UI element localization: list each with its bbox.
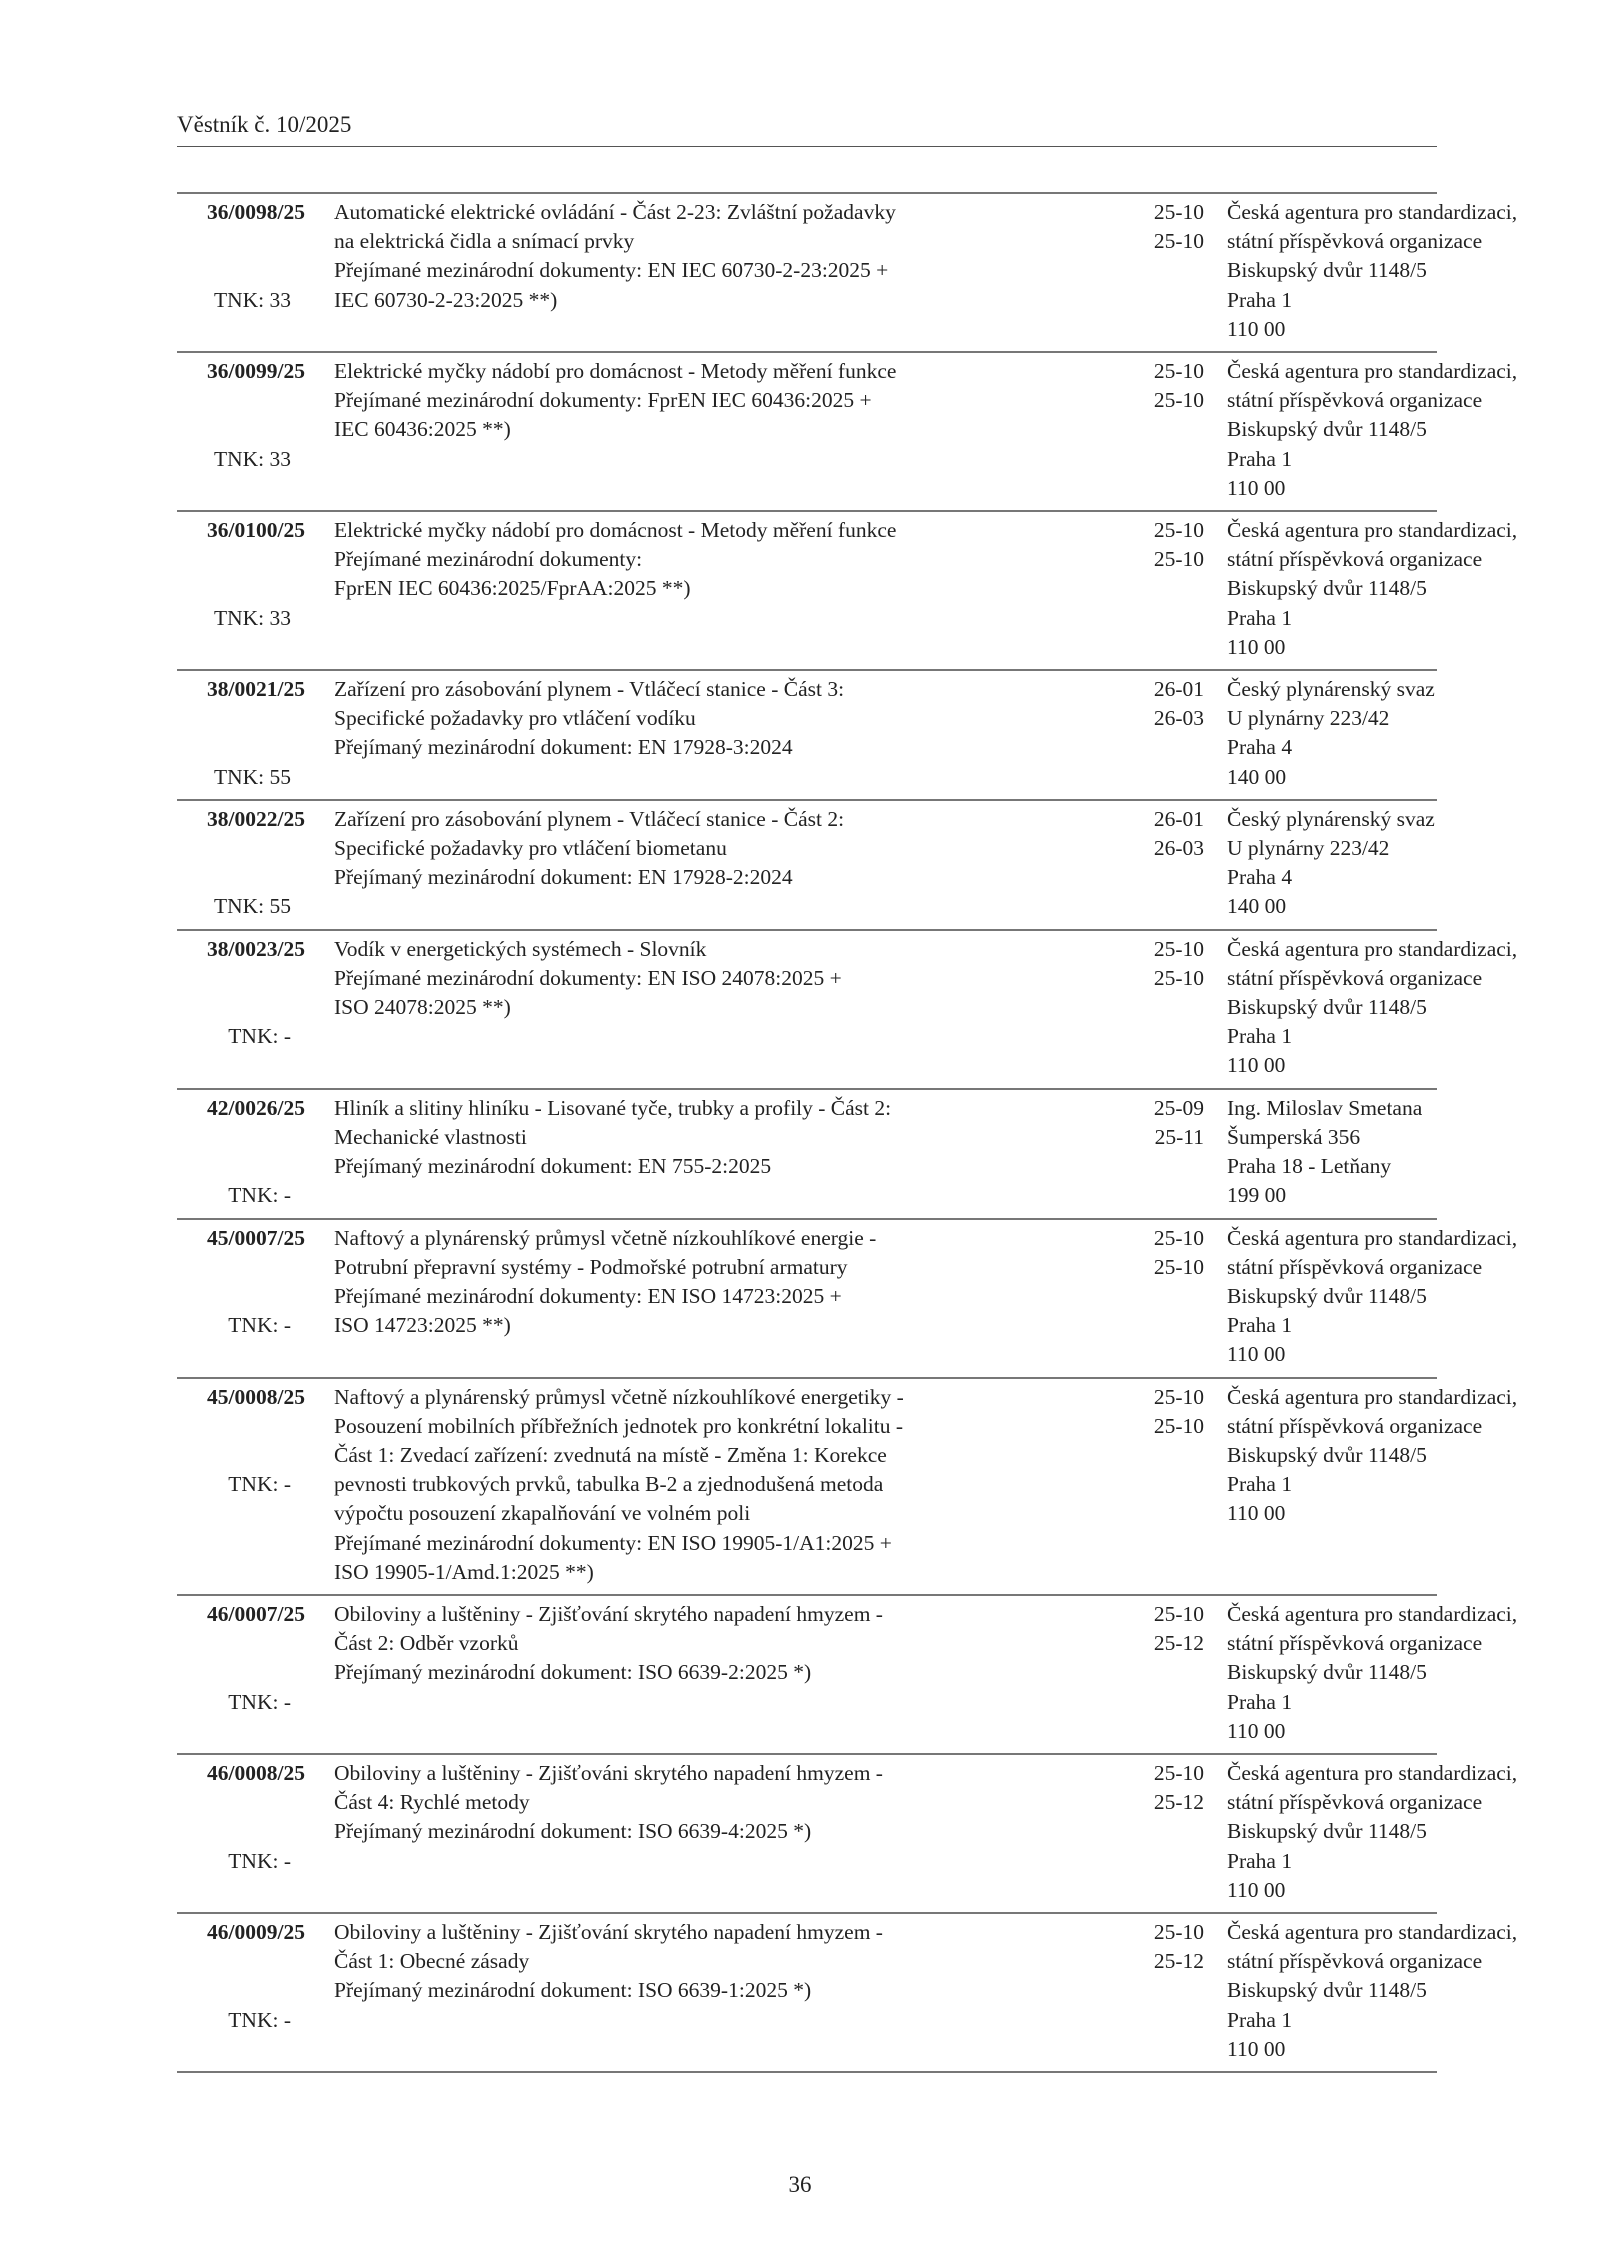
id-cell (177, 516, 305, 662)
address-line: Český plynárenský svaz (1227, 677, 1435, 702)
address-line: Praha 1 (1227, 1689, 1293, 1714)
date-value: 26-01 (1153, 806, 1204, 831)
address-cell (1227, 198, 1517, 344)
date-value: 26-01 (1153, 677, 1204, 702)
date-value: 25-10 (1153, 359, 1204, 384)
address-line: státní příspěvková organizace (1227, 1631, 1483, 1656)
date-value: 25-12 (1153, 1790, 1204, 1815)
address-line: Biskupský dvůr 1148/5 (1227, 1819, 1427, 1844)
address-line: 140 00 (1227, 894, 1287, 919)
dates-cell (1144, 357, 1204, 503)
address-line: Česká agentura pro standardizaci, (1227, 1760, 1518, 1785)
address-line: Biskupský dvůr 1148/5 (1227, 1978, 1427, 2003)
description-line: Automatické elektrické ovládání - Část 2-23: Zvláštní požadavky (334, 200, 896, 224)
description-cell (334, 935, 1144, 1081)
date-value: 25-11 (1154, 1124, 1204, 1149)
address-cell (1227, 1759, 1517, 1905)
address-line: Praha 1 (1227, 1024, 1293, 1049)
address-line: Praha 1 (1227, 605, 1293, 630)
table-row (177, 1220, 1518, 1379)
page-header-title: Věstník č. 10/2025 (177, 112, 352, 137)
tnk-label: TNK: - (228, 1848, 291, 1873)
tnk-label: TNK: 55 (213, 764, 291, 789)
address-line: Praha 1 (1227, 446, 1293, 471)
description-line: na elektrická čidla a snímací prvky (334, 229, 635, 254)
address-cell (1227, 805, 1437, 922)
description-line: Přejímané mezinárodní dokumenty: EN ISO 24078:2025 + (334, 965, 842, 990)
table-row (177, 353, 1518, 512)
date-value: 25-10 (1153, 1919, 1204, 1944)
description-line: Přejímané mezinárodní dokumenty: (334, 547, 643, 572)
project-number: 38/0022/25 (207, 806, 305, 831)
address-line: Praha 4 (1227, 735, 1293, 760)
date-value: 25-10 (1153, 229, 1204, 254)
address-line: 110 00 (1227, 1718, 1286, 1743)
address-line: 110 00 (1227, 1053, 1286, 1078)
id-cell (177, 935, 305, 1081)
description-cell (334, 198, 1144, 344)
address-line: Česká agentura pro standardizaci, (1227, 1384, 1518, 1409)
table-row (177, 512, 1518, 671)
date-value: 25-12 (1153, 1949, 1204, 1974)
description-line: Přejímané mezinárodní dokumenty: EN ISO 14723:2025 + (334, 1283, 842, 1308)
dates-cell (1144, 1383, 1204, 1587)
header-divider (177, 146, 1437, 147)
date-value: 25-10 (1153, 1413, 1204, 1438)
date-value: 25-12 (1153, 1631, 1204, 1656)
address-line: Český plynárenský svaz (1227, 806, 1435, 831)
project-number: 38/0021/25 (207, 677, 305, 702)
dates-cell (1144, 198, 1204, 344)
tnk-label: TNK: - (228, 1183, 291, 1208)
tnk-label: TNK: 33 (213, 287, 291, 312)
address-cell (1227, 935, 1517, 1081)
date-value: 25-10 (1153, 965, 1204, 990)
description-line: Obiloviny a luštěniny - Zjišťování skrytého napadení hmyzem - (334, 1919, 883, 1944)
description-line: Obiloviny a luštěniny - Zjišťování skrytého napadení hmyzem - (334, 1601, 883, 1626)
address-line: Biskupský dvůr 1148/5 (1227, 417, 1427, 442)
description-cell (334, 675, 1144, 792)
project-number: 45/0007/25 (207, 1225, 305, 1250)
page-number: 36 (788, 2172, 812, 2197)
project-number: 38/0023/25 (207, 936, 305, 961)
description-line: Část 1: Obecné zásady (334, 1949, 530, 1974)
date-value: 25-10 (1153, 1760, 1204, 1785)
date-value: 25-10 (1153, 1384, 1204, 1409)
date-value: 25-10 (1153, 1601, 1204, 1626)
date-value: 25-10 (1153, 1225, 1204, 1250)
description-line: Přejímané mezinárodní dokumenty: EN IEC 60730-2-23:2025 + (334, 258, 889, 283)
address-line: Biskupský dvůr 1148/5 (1227, 1660, 1427, 1685)
address-line: Praha 1 (1227, 1313, 1293, 1338)
description-line: Přejímané mezinárodní dokumenty: FprEN IEC 60436:2025 + (334, 388, 872, 413)
description-line: FprEN IEC 60436:2025/FprAA:2025 **) (334, 576, 691, 601)
address-line: státní příspěvková organizace (1227, 388, 1483, 413)
project-number: 46/0007/25 (207, 1601, 305, 1626)
description-line: Část 1: Zvedací zařízení: zvednutá na místě - Změna 1: Korekce (334, 1442, 887, 1467)
description-cell (334, 1224, 1144, 1370)
address-line: Praha 18 - Letňany (1227, 1154, 1392, 1179)
dates-cell (1144, 1918, 1204, 2064)
description-cell (334, 1600, 1144, 1746)
id-cell (177, 1224, 305, 1370)
address-line: 110 00 (1227, 2036, 1286, 2061)
address-cell (1227, 675, 1437, 792)
description-line: Obiloviny a luštěniny - Zjišťováni skrytého napadení hmyzem - (334, 1760, 883, 1785)
dates-cell (1144, 675, 1204, 792)
description-cell (334, 1759, 1144, 1905)
project-number: 42/0026/25 (207, 1095, 305, 1120)
date-value: 25-10 (1153, 547, 1204, 572)
tnk-label: TNK: - (228, 1689, 291, 1714)
address-cell (1227, 1224, 1517, 1370)
address-line: státní příspěvková organizace (1227, 1949, 1483, 1974)
address-line: Česká agentura pro standardizaci, (1227, 359, 1518, 384)
address-line: státní příspěvková organizace (1227, 547, 1483, 572)
table-row (177, 1090, 1437, 1220)
address-line: 110 00 (1227, 1877, 1286, 1902)
date-value: 26-03 (1153, 706, 1204, 731)
address-line: Praha 1 (1227, 287, 1293, 312)
description-cell (334, 1094, 1144, 1211)
date-value: 25-10 (1153, 1254, 1204, 1279)
address-cell (1227, 357, 1517, 503)
id-cell (177, 1383, 305, 1587)
project-number: 45/0008/25 (207, 1384, 305, 1409)
address-cell (1227, 1383, 1517, 1587)
address-cell (1227, 1600, 1517, 1746)
description-cell (334, 1383, 1144, 1587)
description-line: Přejímané mezinárodní dokumenty: EN ISO 19905-1/A1:2025 + (334, 1530, 892, 1555)
address-line: Česká agentura pro standardizaci, (1227, 936, 1518, 961)
description-line: Specifické požadavky pro vtláčení vodíku (334, 706, 696, 731)
table-row (177, 1914, 1518, 2073)
description-line: ISO 24078:2025 **) (334, 995, 511, 1020)
table-row (177, 1596, 1518, 1755)
address-line: státní příspěvková organizace (1227, 1254, 1483, 1279)
tnk-label: TNK: - (228, 1024, 291, 1049)
project-number: 46/0008/25 (207, 1760, 305, 1785)
address-line: Česká agentura pro standardizaci, (1227, 518, 1518, 543)
id-cell (177, 357, 305, 503)
tnk-label: TNK: 33 (213, 446, 291, 471)
project-number: 36/0098/25 (207, 200, 305, 224)
tnk-label: TNK: - (228, 1472, 291, 1497)
description-line: Přejímaný mezinárodní dokument: EN 17928-2:2024 (334, 865, 793, 890)
tnk-label: TNK: - (228, 2007, 291, 2032)
description-line: Posouzení mobilních příbřežních jednotek pro konkrétní lokalitu - (334, 1413, 904, 1438)
id-cell (177, 1600, 305, 1746)
address-line: 110 00 (1227, 1501, 1286, 1526)
address-line: Biskupský dvůr 1148/5 (1227, 995, 1427, 1020)
description-line: Zařízení pro zásobování plynem - Vtláčecí stanice - Část 3: (334, 677, 845, 702)
address-cell (1227, 516, 1517, 662)
address-line: Praha 1 (1227, 2007, 1293, 2032)
description-line: Naftový a plynárenský průmysl včetně nízkouhlíkové energie - (334, 1225, 877, 1250)
address-line: 140 00 (1227, 764, 1287, 789)
description-line: ISO 14723:2025 **) (334, 1313, 511, 1338)
description-line: Potrubní přepravní systémy - Podmořské potrubní armatury (334, 1254, 848, 1279)
id-cell (177, 1094, 305, 1211)
address-line: Biskupský dvůr 1148/5 (1227, 576, 1427, 601)
address-line: Šumperská 356 (1227, 1124, 1361, 1149)
address-line: Česká agentura pro standardizaci, (1227, 1919, 1518, 1944)
table-row (177, 1379, 1518, 1596)
description-line: Zařízení pro zásobování plynem - Vtláčecí stanice - Část 2: (334, 806, 845, 831)
address-cell (1227, 1918, 1517, 2064)
address-line: Česká agentura pro standardizaci, (1227, 1601, 1518, 1626)
description-line: pevnosti trubkových prvků, tabulka B-2 a zjednodušená metoda (334, 1472, 884, 1497)
description-line: Část 2: Odběr vzorků (334, 1631, 519, 1656)
date-value: 25-10 (1153, 388, 1204, 413)
table-row (177, 194, 1518, 353)
table-row (177, 671, 1437, 801)
dates-cell (1144, 935, 1204, 1081)
description-line: Část 4: Rychlé metody (334, 1790, 530, 1815)
address-line: Biskupský dvůr 1148/5 (1227, 258, 1427, 283)
description-line: Přejímaný mezinárodní dokument: ISO 6639-1:2025 *) (334, 1978, 812, 2003)
description-cell (334, 805, 1144, 922)
address-line: 110 00 (1227, 475, 1286, 500)
address-line: 199 00 (1227, 1183, 1287, 1208)
description-line: IEC 60436:2025 **) (334, 417, 511, 442)
address-line: Biskupský dvůr 1148/5 (1227, 1283, 1427, 1308)
date-value: 25-10 (1153, 200, 1204, 224)
description-line: Naftový a plynárenský průmysl včetně nízkouhlíkové energetiky - (334, 1384, 904, 1409)
dates-cell (1144, 516, 1204, 662)
address-line: státní příspěvková organizace (1227, 229, 1483, 254)
address-line: Praha 4 (1227, 865, 1293, 890)
description-line: Přejímaný mezinárodní dokument: EN 755-2:2025 (334, 1154, 772, 1179)
description-line: Elektrické myčky nádobí pro domácnost - Metody měření funkce (334, 359, 897, 384)
dates-cell (1144, 1094, 1204, 1211)
description-line: Přejímaný mezinárodní dokument: ISO 6639-4:2025 *) (334, 1819, 812, 1844)
address-line: 110 00 (1227, 634, 1286, 659)
date-value: 25-09 (1153, 1095, 1204, 1120)
project-number: 36/0099/25 (207, 359, 305, 384)
description-line: Elektrické myčky nádobí pro domácnost - Metody měření funkce (334, 518, 897, 543)
description-line: výpočtu posouzení zkapalňování ve volném poli (334, 1501, 751, 1526)
address-line: státní příspěvková organizace (1227, 1790, 1483, 1815)
table-row (177, 1755, 1518, 1914)
standards-table (177, 192, 1518, 2073)
address-cell (1227, 1094, 1437, 1211)
table-row (177, 931, 1518, 1090)
id-cell (177, 1759, 305, 1905)
address-line: U plynárny 223/42 (1227, 706, 1390, 731)
description-line: Hliník a slitiny hliníku - Lisované tyče, trubky a profily - Část 2: (334, 1095, 892, 1120)
date-value: 25-10 (1153, 936, 1204, 961)
table-row (177, 801, 1437, 931)
description-cell (334, 516, 1144, 662)
address-line: Ing. Miloslav Smetana (1227, 1095, 1423, 1120)
address-line: Praha 1 (1227, 1472, 1293, 1497)
description-line: ISO 19905-1/Amd.1:2025 **) (334, 1559, 594, 1584)
project-number: 46/0009/25 (207, 1919, 305, 1944)
tnk-label: TNK: 33 (213, 605, 291, 630)
address-line: 110 00 (1227, 1342, 1286, 1367)
id-cell (177, 805, 305, 922)
address-line: U plynárny 223/42 (1227, 836, 1390, 861)
dates-cell (1144, 1759, 1204, 1905)
description-cell (334, 1918, 1144, 2064)
id-cell (177, 1918, 305, 2064)
address-line: Česká agentura pro standardizaci, (1227, 200, 1518, 224)
description-line: Přejímaný mezinárodní dokument: EN 17928-3:2024 (334, 735, 793, 760)
address-line: Biskupský dvůr 1148/5 (1227, 1442, 1427, 1467)
dates-cell (1144, 1600, 1204, 1746)
description-line: Vodík v energetických systémech - Slovník (334, 936, 707, 961)
description-line: Mechanické vlastnosti (334, 1124, 527, 1149)
tnk-label: TNK: 55 (213, 894, 291, 919)
project-number: 36/0100/25 (207, 518, 305, 543)
description-cell (334, 357, 1144, 503)
address-line: 110 00 (1227, 316, 1286, 341)
address-line: státní příspěvková organizace (1227, 1413, 1483, 1438)
address-line: státní příspěvková organizace (1227, 965, 1483, 990)
tnk-label: TNK: - (228, 1313, 291, 1338)
address-line: Česká agentura pro standardizaci, (1227, 1225, 1518, 1250)
address-line: Praha 1 (1227, 1848, 1293, 1873)
id-cell (177, 198, 305, 344)
dates-cell (1144, 1224, 1204, 1370)
date-value: 26-03 (1153, 836, 1204, 861)
dates-cell (1144, 805, 1204, 922)
id-cell (177, 675, 305, 792)
date-value: 25-10 (1153, 518, 1204, 543)
description-line: IEC 60730-2-23:2025 **) (334, 287, 558, 312)
description-line: Specifické požadavky pro vtláčení biometanu (334, 836, 727, 861)
description-line: Přejímaný mezinárodní dokument: ISO 6639-2:2025 *) (334, 1660, 812, 1685)
